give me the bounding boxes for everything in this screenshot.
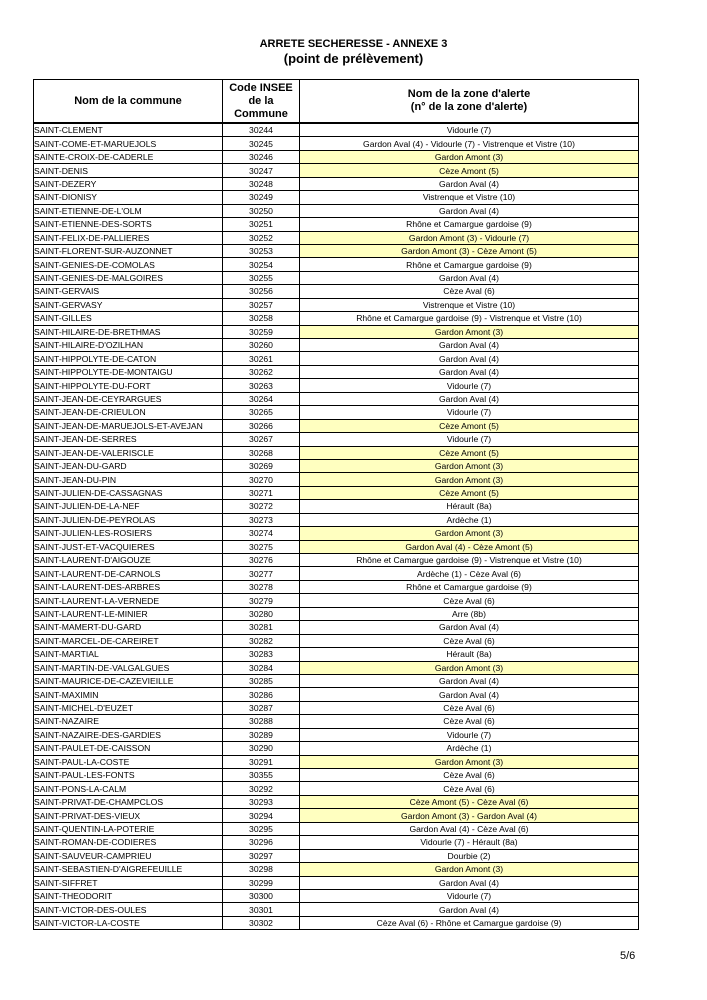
insee-code-cell: 30260 <box>223 339 300 352</box>
alert-zone-cell: Cèze Aval (6) <box>300 594 639 607</box>
insee-code-cell: 30252 <box>223 231 300 244</box>
alert-zone-cell: Gardon Aval (4) <box>300 271 639 284</box>
insee-code-cell: 30272 <box>223 500 300 513</box>
table-row <box>34 621 639 634</box>
table-row <box>34 916 639 929</box>
table-row <box>34 419 639 432</box>
alert-zone-cell: Ardèche (1) - Cèze Aval (6) <box>300 567 639 580</box>
alert-zone-cell: Ardèche (1) <box>300 742 639 755</box>
alert-zone-cell: Vistrenque et Vistre (10) <box>300 298 639 311</box>
alert-zone-cell: Gardon Aval (4) <box>300 621 639 634</box>
insee-code-cell: 30278 <box>223 580 300 593</box>
insee-code-cell: 30273 <box>223 513 300 526</box>
table-row <box>34 204 639 217</box>
column-header-insee: Code INSEE de la Commune <box>223 80 300 124</box>
insee-code-cell: 30251 <box>223 218 300 231</box>
table-row <box>34 661 639 674</box>
alert-zone-cell: Gardon Aval (4) <box>300 392 639 405</box>
commune-name-cell: SAINT-JULIEN-LES-ROSIERS <box>34 527 223 540</box>
table-row <box>34 903 639 916</box>
table-row <box>34 459 639 472</box>
insee-code-cell: 30300 <box>223 889 300 902</box>
commune-name-cell: SAINT-PAULET-DE-CAISSON <box>34 742 223 755</box>
commune-name-cell: SAINT-JEAN-DE-MARUEJOLS-ET-AVEJAN <box>34 419 223 432</box>
alert-zone-cell: Gardon Amont (3) - Vidourle (7) <box>300 231 639 244</box>
commune-name-cell: SAINT-LAURENT-DES-ARBRES <box>34 580 223 593</box>
alert-zone-cell: Gardon Amont (3) <box>300 755 639 768</box>
table-row <box>34 150 639 163</box>
insee-code-cell: 30276 <box>223 554 300 567</box>
insee-code-cell: 30296 <box>223 836 300 849</box>
table-row <box>34 298 639 311</box>
page-number: 5/6 <box>620 950 636 962</box>
commune-name-cell: SAINT-JULIEN-DE-PEYROLAS <box>34 513 223 526</box>
insee-code-cell: 30298 <box>223 863 300 876</box>
table-row <box>34 473 639 486</box>
commune-name-cell: SAINT-SIFFRET <box>34 876 223 889</box>
insee-code-cell: 30279 <box>223 594 300 607</box>
alert-zone-cell: Gardon Aval (4) - Vidourle (7) - Vistrenque et Vistre (10) <box>300 137 639 150</box>
commune-name-cell: SAINT-NAZAIRE-DES-GARDIES <box>34 728 223 741</box>
column-header-zone-line2: (n° de la zone d'alerte) <box>410 101 528 113</box>
document-subtitle: (point de prélèvement) <box>283 51 424 66</box>
commune-name-cell: SAINT-ETIENNE-DE-L'OLM <box>34 204 223 217</box>
insee-code-cell: 30291 <box>223 755 300 768</box>
table-row <box>34 607 639 620</box>
insee-code-cell: 30258 <box>223 312 300 325</box>
commune-name-cell: SAINT-LAURENT-DE-CARNOLS <box>34 567 223 580</box>
table-row <box>34 849 639 862</box>
commune-name-cell: SAINT-HILAIRE-DE-BRETHMAS <box>34 325 223 338</box>
table-row <box>34 325 639 338</box>
commune-name-cell: SAINT-JEAN-DE-VALERISCLE <box>34 446 223 459</box>
commune-name-cell: SAINT-FLORENT-SUR-AUZONNET <box>34 244 223 257</box>
insee-code-cell: 30301 <box>223 903 300 916</box>
alert-zone-cell: Cèze Amont (5) <box>300 486 639 499</box>
insee-code-cell: 30286 <box>223 688 300 701</box>
commune-name-cell: SAINT-JEAN-DU-PIN <box>34 473 223 486</box>
insee-code-cell: 30261 <box>223 352 300 365</box>
insee-code-cell: 30266 <box>223 419 300 432</box>
commune-name-cell: SAINT-SAUVEUR-CAMPRIEU <box>34 849 223 862</box>
insee-code-cell: 30245 <box>223 137 300 150</box>
insee-code-cell: 30271 <box>223 486 300 499</box>
table-header-row <box>34 80 639 124</box>
insee-code-cell: 30259 <box>223 325 300 338</box>
commune-name-cell: SAINT-MAURICE-DE-CAZEVIEILLE <box>34 674 223 687</box>
insee-code-cell: 30257 <box>223 298 300 311</box>
commune-name-cell: SAINT-CLEMENT <box>34 123 223 137</box>
commune-name-cell: SAINT-PAUL-LA-COSTE <box>34 755 223 768</box>
alert-zone-cell: Gardon Amont (3) <box>300 325 639 338</box>
table-row <box>34 285 639 298</box>
table-row <box>34 769 639 782</box>
commune-name-cell: SAINT-JEAN-DE-CEYRARGUES <box>34 392 223 405</box>
commune-name-cell: SAINT-PAUL-LES-FONTS <box>34 769 223 782</box>
insee-code-cell: 30253 <box>223 244 300 257</box>
table-row <box>34 123 639 137</box>
insee-code-cell: 30355 <box>223 769 300 782</box>
table-row <box>34 137 639 150</box>
alert-zone-cell: Rhône et Camargue gardoise (9) <box>300 258 639 271</box>
alert-zone-cell: Cèze Aval (6) <box>300 634 639 647</box>
alert-zone-cell: Hérault (8a) <box>300 648 639 661</box>
insee-code-cell: 30299 <box>223 876 300 889</box>
table-row <box>34 312 639 325</box>
alert-zone-cell: Rhône et Camargue gardoise (9) - Vistrenque et Vistre (10) <box>300 554 639 567</box>
alert-zone-cell: Gardon Aval (4) <box>300 903 639 916</box>
insee-code-cell: 30262 <box>223 365 300 378</box>
commune-name-cell: SAINT-GILLES <box>34 312 223 325</box>
commune-name-cell: SAINT-PRIVAT-DES-VIEUX <box>34 809 223 822</box>
table-row <box>34 446 639 459</box>
insee-code-cell: 30249 <box>223 191 300 204</box>
commune-name-cell: SAINT-JEAN-DU-GARD <box>34 459 223 472</box>
table-row <box>34 822 639 835</box>
table-row <box>34 500 639 513</box>
insee-code-cell: 30295 <box>223 822 300 835</box>
alert-zone-cell: Cèze Aval (6) <box>300 715 639 728</box>
table-row <box>34 271 639 284</box>
commune-name-cell: SAINT-DEZERY <box>34 177 223 190</box>
commune-name-cell: SAINT-ROMAN-DE-CODIERES <box>34 836 223 849</box>
commune-name-cell: SAINT-VICTOR-DES-OULES <box>34 903 223 916</box>
commune-name-cell: SAINT-ETIENNE-DES-SORTS <box>34 218 223 231</box>
commune-name-cell: SAINT-PONS-LA-CALM <box>34 782 223 795</box>
alert-zone-cell: Gardon Aval (4) <box>300 352 639 365</box>
table-row <box>34 177 639 190</box>
insee-code-cell: 30244 <box>223 123 300 137</box>
table-row <box>34 648 639 661</box>
alert-zone-cell: Gardon Aval (4) - Cèze Amont (5) <box>300 540 639 553</box>
insee-code-cell: 30288 <box>223 715 300 728</box>
alert-zone-cell: Cèze Amont (5) <box>300 446 639 459</box>
table-body <box>34 123 639 930</box>
table-row <box>34 701 639 714</box>
alert-zone-cell: Gardon Aval (4) - Cèze Aval (6) <box>300 822 639 835</box>
commune-name-cell: SAINT-LAURENT-D'AIGOUZE <box>34 554 223 567</box>
column-header-zone <box>300 80 639 124</box>
insee-code-cell: 30254 <box>223 258 300 271</box>
alert-zone-cell: Gardon Amont (3) <box>300 661 639 674</box>
alert-zone-cell: Gardon Amont (3) <box>300 473 639 486</box>
alert-zone-cell: Gardon Aval (4) <box>300 688 639 701</box>
column-header-commune: Nom de la commune <box>34 80 223 124</box>
insee-code-cell: 30265 <box>223 406 300 419</box>
insee-code-cell: 30248 <box>223 177 300 190</box>
insee-code-cell: 30292 <box>223 782 300 795</box>
alert-zone-cell: Cèze Aval (6) <box>300 701 639 714</box>
table-row <box>34 379 639 392</box>
alert-zone-cell: Arre (8b) <box>300 607 639 620</box>
commune-name-cell: SAINT-DIONISY <box>34 191 223 204</box>
alert-zone-cell: Vidourle (7) <box>300 728 639 741</box>
column-header-zone-line1: Nom de la zone d'alerte <box>407 88 531 100</box>
insee-code-cell: 30250 <box>223 204 300 217</box>
commune-name-cell: SAINT-SEBASTIEN-D'AIGREFEUILLE <box>34 863 223 876</box>
commune-name-cell: SAINT-MARCEL-DE-CAREIRET <box>34 634 223 647</box>
table-row <box>34 365 639 378</box>
commune-name-cell: SAINT-LAURENT-LA-VERNEDE <box>34 594 223 607</box>
insee-code-cell: 30269 <box>223 459 300 472</box>
alert-zone-cell: Vidourle (7) <box>300 433 639 446</box>
alert-zone-cell: Ardèche (1) <box>300 513 639 526</box>
insee-code-cell: 30270 <box>223 473 300 486</box>
table-row <box>34 728 639 741</box>
table-row <box>34 406 639 419</box>
commune-name-cell: SAINT-MARTIN-DE-VALGALGUES <box>34 661 223 674</box>
insee-code-cell: 30289 <box>223 728 300 741</box>
alert-zone-cell: Hérault (8a) <box>300 500 639 513</box>
commune-name-cell: SAINT-GERVASY <box>34 298 223 311</box>
alert-zone-cell: Gardon Aval (4) <box>300 339 639 352</box>
alert-zone-cell: Cèze Aval (6) <box>300 285 639 298</box>
alert-zone-cell: Gardon Amont (3) <box>300 527 639 540</box>
alert-zone-cell: Cèze Aval (6) <box>300 782 639 795</box>
insee-code-cell: 30293 <box>223 795 300 808</box>
alert-zone-cell: Vistrenque et Vistre (10) <box>300 191 639 204</box>
insee-code-cell: 30268 <box>223 446 300 459</box>
table-header <box>34 80 639 124</box>
table-row <box>34 889 639 902</box>
commune-name-cell: SAINT-NAZAIRE <box>34 715 223 728</box>
commune-name-cell: SAINTE-CROIX-DE-CADERLE <box>34 150 223 163</box>
commune-name-cell: SAINT-GENIES-DE-MALGOIRES <box>34 271 223 284</box>
table-row <box>34 876 639 889</box>
commune-name-cell: SAINT-HIPPOLYTE-DU-FORT <box>34 379 223 392</box>
table-row <box>34 567 639 580</box>
insee-code-cell: 30247 <box>223 164 300 177</box>
commune-name-cell: SAINT-VICTOR-LA-COSTE <box>34 916 223 929</box>
alert-zone-cell: Dourbie (2) <box>300 849 639 862</box>
insee-code-cell: 30302 <box>223 916 300 929</box>
alert-zone-cell: Cèze Amont (5) <box>300 164 639 177</box>
insee-code-cell: 30282 <box>223 634 300 647</box>
document-title: ARRETE SECHERESSE - ANNEXE 3 <box>259 38 448 50</box>
commune-name-cell: SAINT-MARTIAL <box>34 648 223 661</box>
table-row <box>34 527 639 540</box>
commune-name-cell: SAINT-JULIEN-DE-CASSAGNAS <box>34 486 223 499</box>
table-row <box>34 258 639 271</box>
insee-code-cell: 30264 <box>223 392 300 405</box>
alert-zone-cell: Cèze Aval (6) - Rhône et Camargue gardoise (9) <box>300 916 639 929</box>
commune-name-cell: SAINT-DENIS <box>34 164 223 177</box>
table-row <box>34 339 639 352</box>
insee-code-cell: 30277 <box>223 567 300 580</box>
alert-zone-cell: Cèze Amont (5) <box>300 419 639 432</box>
insee-code-cell: 30274 <box>223 527 300 540</box>
alert-zone-cell: Gardon Aval (4) <box>300 876 639 889</box>
table-row <box>34 540 639 553</box>
insee-code-cell: 30246 <box>223 150 300 163</box>
table-row <box>34 634 639 647</box>
commune-name-cell: SAINT-QUENTIN-LA-POTERIE <box>34 822 223 835</box>
table-row <box>34 715 639 728</box>
table-row <box>34 688 639 701</box>
table-row <box>34 486 639 499</box>
insee-code-cell: 30297 <box>223 849 300 862</box>
commune-name-cell: SAINT-FELIX-DE-PALLIERES <box>34 231 223 244</box>
insee-code-cell: 30280 <box>223 607 300 620</box>
insee-code-cell: 30256 <box>223 285 300 298</box>
table-row <box>34 809 639 822</box>
table-row <box>34 352 639 365</box>
alert-zone-cell: Gardon Amont (3) <box>300 459 639 472</box>
insee-code-cell: 30284 <box>223 661 300 674</box>
insee-code-cell: 30267 <box>223 433 300 446</box>
commune-name-cell: SAINT-LAURENT-LE-MINIER <box>34 607 223 620</box>
table-row <box>34 836 639 849</box>
alert-zone-cell: Rhône et Camargue gardoise (9) - Vistrenque et Vistre (10) <box>300 312 639 325</box>
insee-code-cell: 30290 <box>223 742 300 755</box>
commune-name-cell: SAINT-GENIES-DE-COMOLAS <box>34 258 223 271</box>
commune-name-cell: SAINT-HIPPOLYTE-DE-MONTAIGU <box>34 365 223 378</box>
insee-code-cell: 30294 <box>223 809 300 822</box>
commune-name-cell: SAINT-MAMERT-DU-GARD <box>34 621 223 634</box>
commune-name-cell: SAINT-MAXIMIN <box>34 688 223 701</box>
alert-zone-cell: Vidourle (7) - Hérault (8a) <box>300 836 639 849</box>
table-row <box>34 755 639 768</box>
alert-zone-cell: Gardon Aval (4) <box>300 177 639 190</box>
alert-zone-cell: Vidourle (7) <box>300 889 639 902</box>
alert-zone-cell: Gardon Aval (4) <box>300 204 639 217</box>
alert-zone-cell: Cèze Amont (5) - Cèze Aval (6) <box>300 795 639 808</box>
document-header <box>0 38 707 67</box>
table-row <box>34 580 639 593</box>
insee-code-cell: 30275 <box>223 540 300 553</box>
insee-code-cell: 30285 <box>223 674 300 687</box>
alert-zone-cell: Gardon Amont (3) <box>300 863 639 876</box>
alert-zone-cell: Rhône et Camargue gardoise (9) <box>300 218 639 231</box>
table-row <box>34 554 639 567</box>
alert-zone-cell: Gardon Amont (3) - Cèze Amont (5) <box>300 244 639 257</box>
commune-name-cell: SAINT-JULIEN-DE-LA-NEF <box>34 500 223 513</box>
table-row <box>34 513 639 526</box>
commune-name-cell: SAINT-HIPPOLYTE-DE-CATON <box>34 352 223 365</box>
table-row <box>34 433 639 446</box>
table-row <box>34 674 639 687</box>
alert-zone-cell: Gardon Aval (4) <box>300 674 639 687</box>
communes-table <box>33 79 639 930</box>
alert-zone-cell: Gardon Aval (4) <box>300 365 639 378</box>
insee-code-cell: 30283 <box>223 648 300 661</box>
insee-code-cell: 30287 <box>223 701 300 714</box>
insee-code-cell: 30263 <box>223 379 300 392</box>
alert-zone-cell: Gardon Amont (3) - Gardon Aval (4) <box>300 809 639 822</box>
table-row <box>34 218 639 231</box>
commune-name-cell: SAINT-PRIVAT-DE-CHAMPCLOS <box>34 795 223 808</box>
commune-name-cell: SAINT-HILAIRE-D'OZILHAN <box>34 339 223 352</box>
table-row <box>34 231 639 244</box>
table-row <box>34 594 639 607</box>
alert-zone-cell: Cèze Aval (6) <box>300 769 639 782</box>
alert-zone-cell: Vidourle (7) <box>300 123 639 137</box>
table-row <box>34 863 639 876</box>
commune-name-cell: SAINT-JUST-ET-VACQUIERES <box>34 540 223 553</box>
alert-zone-cell: Gardon Amont (3) <box>300 150 639 163</box>
table-row <box>34 244 639 257</box>
commune-name-cell: SAINT-THEODORIT <box>34 889 223 902</box>
table-row <box>34 392 639 405</box>
alert-zone-cell: Vidourle (7) <box>300 406 639 419</box>
table-row <box>34 164 639 177</box>
commune-name-cell: SAINT-JEAN-DE-SERRES <box>34 433 223 446</box>
commune-name-cell: SAINT-MICHEL-D'EUZET <box>34 701 223 714</box>
alert-zone-cell: Vidourle (7) <box>300 379 639 392</box>
alert-zone-cell: Rhône et Camargue gardoise (9) <box>300 580 639 593</box>
table-row <box>34 191 639 204</box>
commune-name-cell: SAINT-COME-ET-MARUEJOLS <box>34 137 223 150</box>
table-row <box>34 795 639 808</box>
commune-name-cell: SAINT-JEAN-DE-CRIEULON <box>34 406 223 419</box>
insee-code-cell: 30281 <box>223 621 300 634</box>
insee-code-cell: 30255 <box>223 271 300 284</box>
commune-name-cell: SAINT-GERVAIS <box>34 285 223 298</box>
table-row <box>34 782 639 795</box>
table-row <box>34 742 639 755</box>
